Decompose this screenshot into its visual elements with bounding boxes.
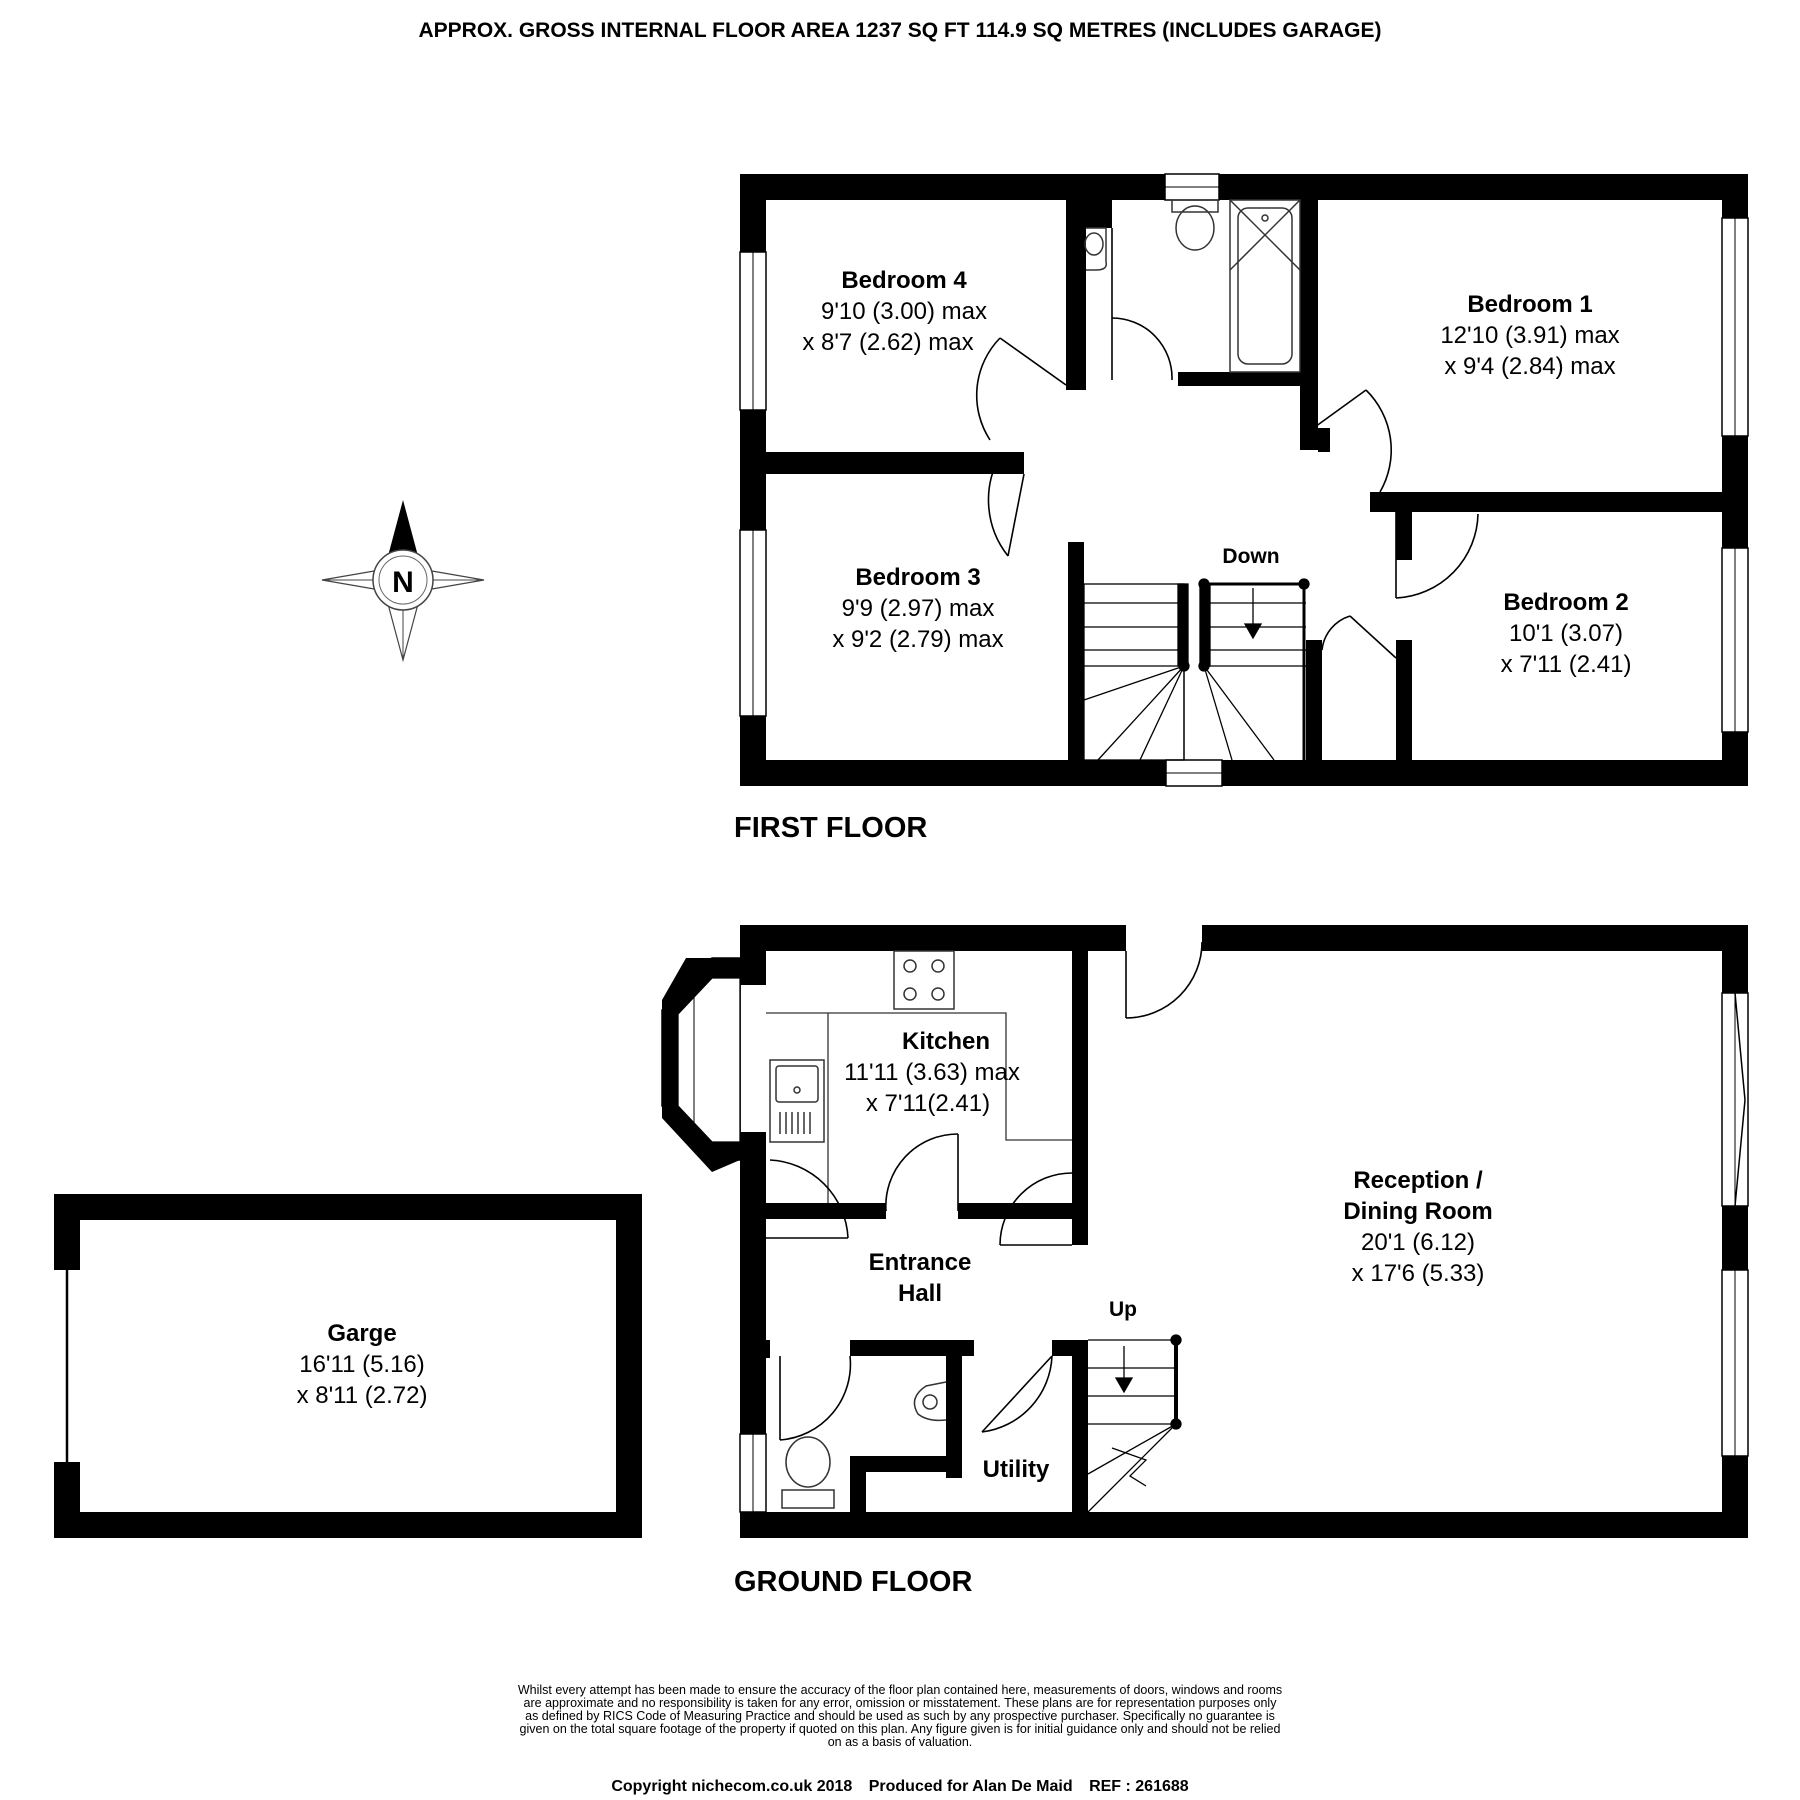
room-bedroom-3 — [832, 564, 1003, 653]
room-dimension: 12'10 (3.91) max — [1440, 322, 1620, 349]
first-floor-stairs — [1084, 579, 1309, 760]
produced-for-text: Produced for Alan De Maid — [868, 1778, 1073, 1795]
disclaimer-line: are approximate and no responsibility is taken for any error, omission or misstatement. These plans are for representation purposes only — [523, 1696, 1277, 1710]
first-floor-title: FIRST FLOOR — [734, 812, 928, 844]
room-dimension: 16'11 (5.16) — [299, 1351, 425, 1378]
first-floor-windows — [740, 174, 1748, 786]
room-name: Reception / — [1353, 1167, 1483, 1194]
room-utility: Utility — [982, 1456, 1050, 1483]
room-name: Hall — [897, 1280, 943, 1307]
room-kitchen — [844, 1028, 1020, 1117]
room-name: Kitchen — [901, 1028, 991, 1055]
sink-icon — [770, 1060, 824, 1142]
first-floor-plan — [734, 174, 1748, 844]
room-name: Bedroom 3 — [855, 564, 981, 591]
disclaimer-line: Whilst every attempt has been made to ensure the accuracy of the floor plan contained here, measurements of doors, windows and rooms — [517, 1683, 1283, 1697]
disclaimer-line: on as a basis of valuation. — [827, 1735, 973, 1749]
floor-area-header: APPROX. GROSS INTERNAL FLOOR AREA 1237 SQ FT 114.9 SQ METRES (INCLUDES GARAGE) — [418, 19, 1382, 42]
bath-icon — [1230, 200, 1300, 372]
room-dimension: x 17'6 (5.33) — [1351, 1260, 1485, 1287]
copyright-text: Copyright nichecom.co.uk 2018 — [611, 1778, 853, 1795]
ground-floor-stairs — [1088, 1335, 1181, 1512]
room-bedroom-1 — [1440, 291, 1619, 380]
copyright-footer — [400, 1778, 1400, 1796]
ground-floor-doors — [766, 942, 1202, 1440]
room-bedroom-4 — [802, 267, 987, 356]
room-dimension: x 9'4 (2.84) max — [1444, 353, 1616, 380]
first-floor-walls — [740, 174, 1748, 786]
room-name: Entrance — [868, 1249, 972, 1276]
disclaimer-line: as defined by RICS Code of Measuring Practice and should be used as such by any prospective purchaser. Specifically no guarantee is — [525, 1709, 1275, 1723]
room-dimension: 11'11 (3.63) max — [844, 1059, 1020, 1086]
wc-toilet-icon — [782, 1437, 834, 1508]
disclaimer-line: given on the total square footage of the property if quoted on this plan. Any figure given is for initial guidance only and should not be relied — [519, 1722, 1281, 1736]
room-name: Garge — [327, 1320, 397, 1347]
room-dimension: 9'10 (3.00) max — [821, 298, 987, 325]
room-name: Dining Room — [1343, 1198, 1493, 1225]
room-dimension: 10'1 (3.07) — [1509, 620, 1623, 647]
room-dimension: x 8'11 (2.72) — [296, 1382, 428, 1409]
reference-text: REF : 261688 — [1089, 1778, 1189, 1795]
ground-floor-plan — [54, 925, 1748, 1598]
room-dimension: 20'1 (6.12) — [1361, 1229, 1475, 1256]
room-name: Bedroom 1 — [1467, 291, 1593, 318]
room-dimension: x 7'11(2.41) — [865, 1090, 991, 1117]
room-reception — [1343, 1167, 1492, 1287]
disclaimer — [420, 1684, 1380, 1749]
toilet-icon — [1172, 200, 1218, 250]
room-dimension: x 7'11 (2.41) — [1500, 651, 1632, 678]
room-garage — [297, 1320, 428, 1409]
first-floor-doors — [977, 228, 1478, 658]
room-dimension: x 9'2 (2.79) max — [832, 626, 1004, 653]
room-dimension: 9'9 (2.97) max — [841, 595, 995, 622]
ground-floor-title: GROUND FLOOR — [734, 1566, 973, 1598]
room-name: Bedroom 2 — [1503, 589, 1629, 616]
wc-basin-icon — [914, 1382, 946, 1420]
compass-north-label: N — [392, 566, 414, 599]
room-entrance-hall — [869, 1249, 972, 1307]
room-dimension: x 8'7 (2.62) max — [802, 329, 974, 356]
room-bedroom-2 — [1501, 589, 1632, 678]
room-name: Bedroom 4 — [841, 267, 967, 294]
compass-icon — [322, 500, 484, 660]
ground-floor-walls — [54, 925, 1748, 1538]
hob-icon — [894, 951, 954, 1009]
stairs-down-label: Down — [1222, 545, 1280, 568]
basin-icon — [1085, 228, 1106, 270]
stairs-up-label: Up — [1109, 1298, 1137, 1321]
